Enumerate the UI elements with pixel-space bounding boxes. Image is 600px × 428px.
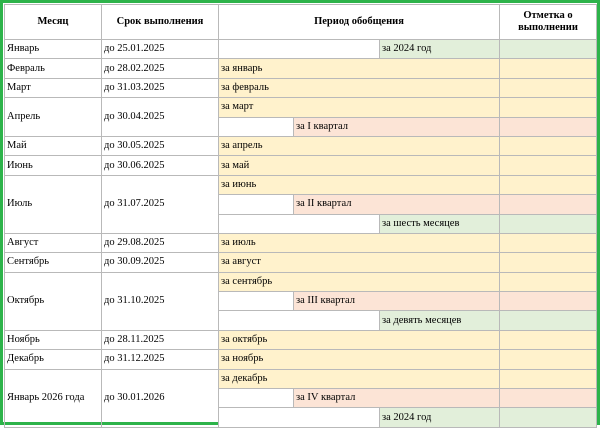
period-cell-monthly: за август	[219, 253, 500, 272]
month-cell: Январь 2026 года	[5, 369, 102, 427]
header-deadline: Срок выполнения	[102, 5, 219, 40]
month-cell: Сентябрь	[5, 253, 102, 272]
period-cell-cumulative: за девять месяцев	[380, 311, 500, 330]
empty-period-cell	[219, 40, 380, 59]
mark-cell[interactable]	[500, 253, 597, 272]
deadline-cell: до 29.08.2025	[102, 233, 219, 252]
mark-cell[interactable]	[500, 330, 597, 349]
period-cell-quarterly: за III квартал	[294, 292, 500, 311]
mark-cell[interactable]	[500, 233, 597, 252]
table-row	[5, 98, 597, 117]
mark-cell[interactable]	[500, 136, 597, 155]
table-row	[5, 272, 597, 291]
table-row	[5, 233, 597, 252]
table-row	[5, 156, 597, 175]
deadline-cell: до 31.12.2025	[102, 350, 219, 369]
deadline-cell: до 30.04.2025	[102, 98, 219, 137]
mark-cell[interactable]	[500, 117, 597, 136]
mark-cell[interactable]	[500, 389, 597, 408]
table-row	[5, 40, 597, 59]
period-cell-monthly: за сентябрь	[219, 272, 500, 291]
table-row	[5, 136, 597, 155]
mark-cell[interactable]	[500, 40, 597, 59]
header-mark: Отметка о выполнении	[500, 5, 597, 40]
mark-cell[interactable]	[500, 78, 597, 97]
mark-cell[interactable]	[500, 98, 597, 117]
deadline-cell: до 31.03.2025	[102, 78, 219, 97]
mark-cell[interactable]	[500, 369, 597, 388]
deadline-cell: до 31.07.2025	[102, 175, 219, 233]
empty-period-cell	[219, 389, 294, 408]
table-row	[5, 78, 597, 97]
deadline-cell: до 30.06.2025	[102, 156, 219, 175]
mark-cell[interactable]	[500, 214, 597, 233]
empty-period-cell	[219, 292, 294, 311]
period-cell-monthly: за июль	[219, 233, 500, 252]
period-cell-monthly: за февраль	[219, 78, 500, 97]
empty-period-cell	[219, 311, 380, 330]
month-cell: Апрель	[5, 98, 102, 137]
period-cell-monthly: за ноябрь	[219, 350, 500, 369]
deadline-cell: до 25.01.2025	[102, 40, 219, 59]
deadline-cell: до 28.02.2025	[102, 59, 219, 78]
month-cell: Февраль	[5, 59, 102, 78]
empty-period-cell	[219, 195, 294, 214]
mark-cell[interactable]	[500, 156, 597, 175]
month-cell: Октябрь	[5, 272, 102, 330]
mark-cell[interactable]	[500, 195, 597, 214]
month-cell: Январь	[5, 40, 102, 59]
period-cell-monthly: за октябрь	[219, 330, 500, 349]
empty-period-cell	[219, 408, 380, 427]
period-cell-cumulative: за шесть месяцев	[380, 214, 500, 233]
mark-cell[interactable]	[500, 292, 597, 311]
table-row	[5, 175, 597, 194]
period-cell-quarterly: за II квартал	[294, 195, 500, 214]
table-row	[5, 59, 597, 78]
month-cell: Июнь	[5, 156, 102, 175]
mark-cell[interactable]	[500, 311, 597, 330]
mark-cell[interactable]	[500, 175, 597, 194]
schedule-table	[4, 4, 597, 428]
mark-cell[interactable]	[500, 408, 597, 427]
period-cell-monthly: за январь	[219, 59, 500, 78]
deadline-cell: до 30.05.2025	[102, 136, 219, 155]
empty-period-cell	[219, 117, 294, 136]
header-period: Период обобщения	[219, 5, 500, 40]
empty-period-cell	[219, 214, 380, 233]
deadline-cell: до 28.11.2025	[102, 330, 219, 349]
month-cell: Ноябрь	[5, 330, 102, 349]
mark-cell[interactable]	[500, 59, 597, 78]
header-row	[5, 5, 597, 40]
period-cell-monthly: за май	[219, 156, 500, 175]
table-row	[5, 253, 597, 272]
mark-cell[interactable]	[500, 350, 597, 369]
period-cell-quarterly: за I квартал	[294, 117, 500, 136]
month-cell: Март	[5, 78, 102, 97]
period-cell-monthly: за апрель	[219, 136, 500, 155]
period-cell-cumulative: за 2024 год	[380, 40, 500, 59]
period-cell-quarterly: за IV квартал	[294, 389, 500, 408]
header-month: Месяц	[5, 5, 102, 40]
period-cell-monthly: за июнь	[219, 175, 500, 194]
table-row	[5, 330, 597, 349]
month-cell: Май	[5, 136, 102, 155]
table-row	[5, 350, 597, 369]
deadline-cell: до 31.10.2025	[102, 272, 219, 330]
deadline-cell: до 30.01.2026	[102, 369, 219, 427]
month-cell: Июль	[5, 175, 102, 233]
period-cell-cumulative: за 2024 год	[380, 408, 500, 427]
table-row	[5, 369, 597, 388]
month-cell: Декабрь	[5, 350, 102, 369]
deadline-cell: до 30.09.2025	[102, 253, 219, 272]
month-cell: Август	[5, 233, 102, 252]
period-cell-monthly: за декабрь	[219, 369, 500, 388]
mark-cell[interactable]	[500, 272, 597, 291]
period-cell-monthly: за март	[219, 98, 500, 117]
